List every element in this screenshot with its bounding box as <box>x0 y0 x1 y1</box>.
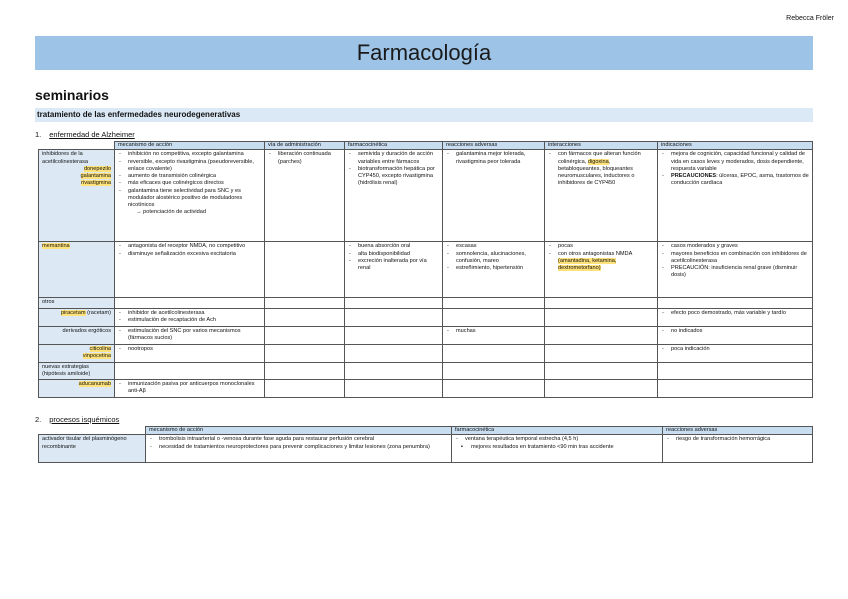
cell <box>545 344 658 362</box>
cell: - nootropos <box>115 344 265 362</box>
header-cell: interacciones <box>545 142 658 150</box>
alzheimer-table <box>38 141 813 398</box>
cell <box>658 298 813 308</box>
cell <box>265 242 345 298</box>
cell: - galantamina mejor tolerada, rivastigmina peor tolerada <box>443 150 545 242</box>
heading-text: enfermedad de Alzheimer <box>49 130 135 139</box>
cell: - casos moderados y graves - mayores beneficios en combinación con inhibidores de acetilcolinesterasa - PRECAUCIÓN: insuficiencia renal grave (disminuir dosis) <box>658 242 813 298</box>
cell: - inhibidor de acetilcolinesterasa - estimulación de recaptación de Ach <box>115 308 265 326</box>
cell <box>545 298 658 308</box>
ischemic-table <box>38 426 813 463</box>
row-label: derivados ergóticos <box>39 326 115 344</box>
table-row <box>39 344 813 362</box>
header-cell: mecanismo de acción <box>146 427 452 435</box>
header-cell <box>39 427 146 435</box>
cell <box>345 362 443 380</box>
table-row <box>39 242 813 298</box>
cell <box>545 326 658 344</box>
table-row <box>39 150 813 242</box>
cell <box>265 380 345 398</box>
cell: - ventana terapéutica temporal estrecha (4,5 h) ▪ mejores resultados en tratamiento <90 min tras accidente <box>452 435 663 463</box>
ischemic-heading <box>35 415 119 424</box>
cell: - antagonista del receptor NMDA, no competitivo - disminuye señalización excesiva excitatoria <box>115 242 265 298</box>
header-cell: farmacocinética <box>345 142 443 150</box>
row-label: inhibidores de la acetilcolinesterasa donepezilo galantamina rivastigmina <box>39 150 115 242</box>
header-cell: reacciones adversas <box>443 142 545 150</box>
table-row <box>39 380 813 398</box>
row-label: activador tisular del plasminógeno recombinante <box>39 435 146 463</box>
header-cell: farmacocinética <box>452 427 663 435</box>
cell <box>443 380 545 398</box>
row-label: otros <box>39 298 115 308</box>
header-cell <box>39 142 115 150</box>
cell: - efecto poco demostrado, más variable y tardío <box>658 308 813 326</box>
cell: - trombolisis intraarterial o -venosa durante fase aguda para restaurar perfusión cerebral - necesidad de tratamientos neuroprotectores para prevenir complicaciones y limitar lesiones (zona penumbra) <box>146 435 452 463</box>
author-name: Rebecca Fröler <box>786 15 834 22</box>
cell <box>345 326 443 344</box>
cell <box>345 380 443 398</box>
table-header <box>39 142 813 150</box>
cell: - con fármacos que alteran función colinérgica, digoxina, betabloqueantes, bloqueantes neuromusculares, inductores o inhibidores de CYP450 <box>545 150 658 242</box>
table-header <box>39 427 813 435</box>
cell <box>443 344 545 362</box>
cell <box>345 344 443 362</box>
heading-number: 2. <box>35 415 42 424</box>
header-cell: indicaciones <box>658 142 813 150</box>
cell: - mejora de cognición, capacidad funcional y calidad de vida en casos leves y moderados, dosis dependiente, respuesta variable - PRECAUCIONES: úlceras, EPOC, asma, trastornos de conducción cardíaca <box>658 150 813 242</box>
table-row <box>39 435 813 463</box>
table-row <box>39 308 813 326</box>
row-label: piracetam (racetam) <box>39 308 115 326</box>
row-label: memantina <box>39 242 115 298</box>
cell: - semivida y duración de acción variables entre fármacos - biotransformación hepática por CYP450, excepto rivastigmina (hidrólisis renal) <box>345 150 443 242</box>
table-row <box>39 298 813 308</box>
cell <box>115 298 265 308</box>
subsection-heading: tratamiento de las enfermedades neurodegenerativas <box>35 108 813 122</box>
header-cell: mecanismo de acción <box>115 142 265 150</box>
cell <box>443 298 545 308</box>
cell: - pocas - con otros antagonistas NMDA (amantadina, ketamina, dextrometorfano) <box>545 242 658 298</box>
cell: - inhibición no competitiva, excepto galantamina - reversible, excepto rivastigmina (pseudoreversible, enlace covalente) - aumento de transmisión colinérgica - más eficaces que colinérgicos directos - galantamina tiene selectividad para SNC y es modulador alostérico positivo de moduladores nicotínicos → potenciación de actividad <box>115 150 265 242</box>
title-banner <box>35 36 813 70</box>
row-label: citicolina vinpocetina <box>39 344 115 362</box>
header-cell: vía de administración <box>265 142 345 150</box>
cell <box>443 362 545 380</box>
cell <box>545 362 658 380</box>
cell <box>265 326 345 344</box>
row-label: nuevas estrategias (hipótesis amiloide) <box>39 362 115 380</box>
cell: - escasas - somnolencia, alucinaciones, confusión, mareo - estreñimiento, hipertensión <box>443 242 545 298</box>
alzheimer-heading <box>35 130 135 139</box>
cell: - inmunización pasiva por anticuerpos monoclonales anti-Aβ <box>115 380 265 398</box>
page-title: Farmacología <box>356 40 492 65</box>
cell <box>545 380 658 398</box>
cell <box>345 298 443 308</box>
cell <box>265 344 345 362</box>
heading-text: procesos isquémicos <box>49 415 120 424</box>
table-row <box>39 326 813 344</box>
section-heading: seminarios <box>35 87 109 103</box>
cell: - muchas <box>443 326 545 344</box>
cell <box>265 362 345 380</box>
row-label: aducanumab <box>39 380 115 398</box>
cell: - liberación continuada (parches) <box>265 150 345 242</box>
cell: - riesgo de transformación hemorrágica <box>663 435 813 463</box>
header-cell: reacciones adversas <box>663 427 813 435</box>
heading-number: 1. <box>35 130 42 139</box>
cell <box>443 308 545 326</box>
cell <box>265 308 345 326</box>
cell <box>658 380 813 398</box>
cell: - no indicados <box>658 326 813 344</box>
cell: - estimulación del SNC por varios mecanismos (fármacos sucios) <box>115 326 265 344</box>
cell: - buena absorción oral - alta biodisponibilidad - excreción inalterada por vía renal <box>345 242 443 298</box>
cell <box>658 362 813 380</box>
cell: - poca indicación <box>658 344 813 362</box>
cell <box>115 362 265 380</box>
table-row <box>39 362 813 380</box>
cell <box>345 308 443 326</box>
cell <box>545 308 658 326</box>
cell <box>265 298 345 308</box>
